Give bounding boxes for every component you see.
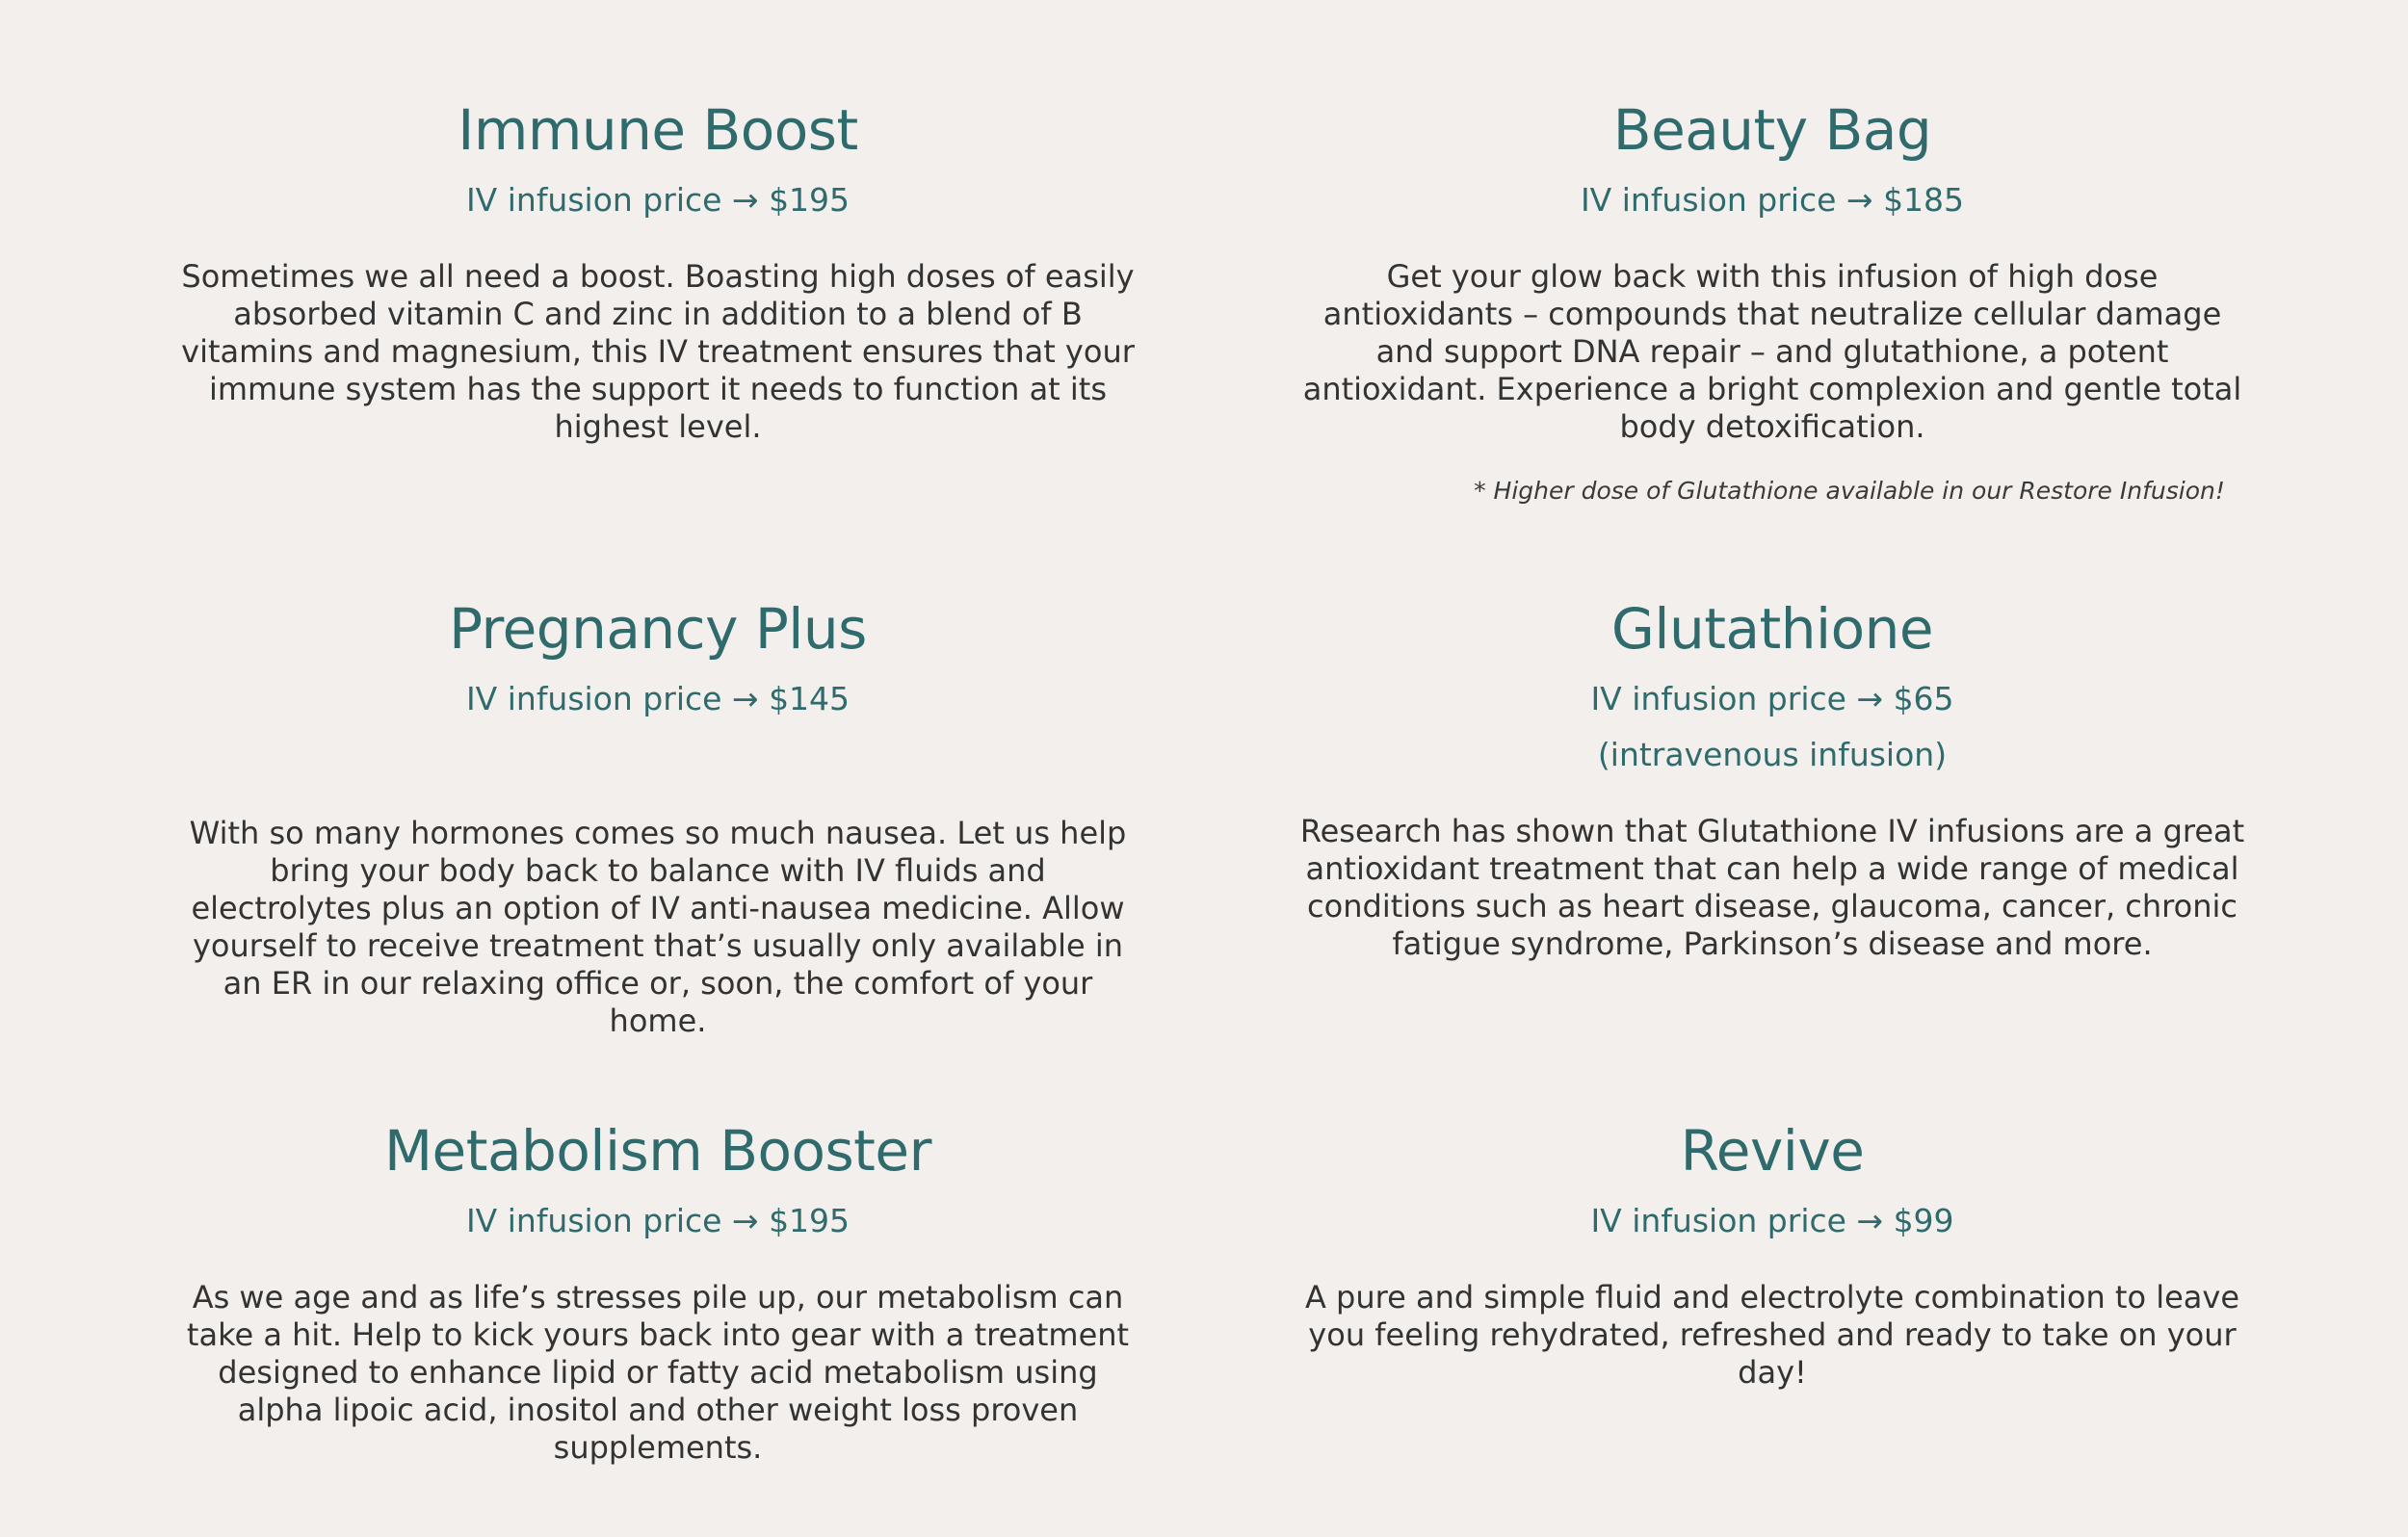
treatment-card-immune-boost	[128, 96, 1188, 446]
treatment-price: IV infusion price → $195	[465, 181, 851, 219]
treatment-price: IV infusion price → $195	[465, 1202, 851, 1239]
treatment-title: Metabolism Booster	[384, 1118, 931, 1184]
treatment-subprice: (intravenous infusion)	[1597, 736, 1948, 773]
treatment-price: IV infusion price → $65	[1590, 680, 1954, 717]
treatment-description: Sometimes we all need a boost. Boasting high doses of easily absorbed vitamin C and zinc in addition to a blend of B vitamins and magnesium, this IV treatment ensures that your immune system has the support it needs to function at its highest level.	[181, 258, 1135, 445]
treatment-title: Pregnancy Plus	[449, 596, 867, 662]
treatment-card-revive	[1243, 1117, 2302, 1392]
treatment-card-glutathione	[1243, 595, 2302, 963]
treatment-card-pregnancy-plus	[128, 595, 1188, 1040]
treatment-description: A pure and simple fluid and electrolyte combination to leave you feeling rehydrated, refreshed and ready to take on your day!	[1304, 1279, 2239, 1391]
treatment-card-metabolism-booster	[128, 1117, 1188, 1467]
treatment-description: Research has shown that Glutathione IV infusions are a great antioxidant treatment that can help a wide range of medical conditions such as heart disease, glaucoma, cancer, chronic fatigue syndrome, Parkinson’s disease and more.	[1299, 813, 2245, 962]
treatment-title: Glutathione	[1610, 596, 1934, 662]
treatment-note: * Higher dose of Glutathione available in our Restore Infusion!	[1474, 477, 2225, 505]
treatment-description: As we age and as life’s stresses pile up, our metabolism can take a hit. Help to kick yours back into gear with a treatment designed to enhance lipid or fatty acid metabolism using alpha lipoic acid, inositol and other weight loss proven supplements.	[186, 1279, 1130, 1466]
treatment-title: Revive	[1680, 1118, 1865, 1184]
treatment-title: Immune Boost	[458, 97, 858, 163]
treatment-price: IV infusion price → $145	[465, 680, 851, 717]
treatment-description: Get your glow back with this infusion of high dose antioxidants – compounds that neutralize cellular damage and support DNA repair – and glutathione, a potent antioxidant. Experience a bright complexion and gentle total body detoxification.	[1302, 258, 2242, 445]
treatment-description: With so many hormones comes so much nausea. Let us help bring your body back to balance with IV fluids and electrolytes plus an option of IV anti-nausea medicine. Allow yourself to receive treatment that’s usually only available in an ER in our relaxing office or, soon, the comfort of your home.	[189, 815, 1127, 1039]
treatment-price: IV infusion price → $185	[1580, 181, 1965, 219]
treatment-title: Beauty Bag	[1612, 97, 1932, 163]
treatment-card-beauty-bag	[1243, 96, 2302, 508]
treatment-price: IV infusion price → $99	[1590, 1202, 1954, 1239]
